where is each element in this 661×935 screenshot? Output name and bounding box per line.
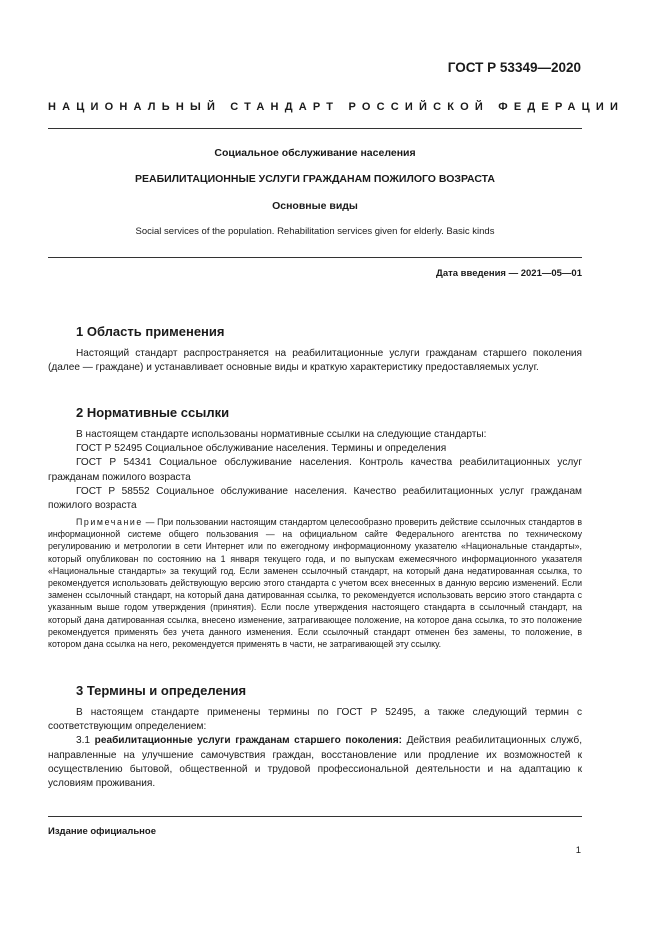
official-edition-label: Издание официальное <box>48 826 156 837</box>
section-3-body <box>48 706 582 791</box>
section-3-heading: 3 Термины и определения <box>76 683 247 698</box>
reference-item: ГОСТ Р 52495 Социальное обслуживание населения. Термины и определения <box>76 443 447 455</box>
section-2-heading: 2 Нормативные ссылки <box>76 405 230 420</box>
subtitle-basic-kinds: Основные виды <box>272 200 358 212</box>
section-3-intro: В настоящем стандарте применены термины по ГОСТ Р 52495, а также следующий термин с соответствующим определением: <box>48 707 582 733</box>
gost-number: ГОСТ Р 53349—2020 <box>447 60 581 75</box>
english-title: Social services of the population. Rehabilitation services given for elderly. Basic kinds <box>135 226 495 237</box>
national-standard-heading: НАЦИОНАЛЬНЫЙ СТАНДАРТ РОССИЙСКОЙ ФЕДЕРАЦИИ <box>48 101 625 113</box>
section-1-heading: 1 Область применения <box>76 324 225 339</box>
header-divider <box>48 128 582 129</box>
section-2-intro: В настоящем стандарте использованы нормативные ссылки на следующие стандарты: <box>76 429 487 440</box>
document-title: РЕАБИЛИТАЦИОННЫЕ УСЛУГИ ГРАЖДАНАМ ПОЖИЛОГО ВОЗРАСТА <box>134 173 496 185</box>
section-2-note <box>48 516 582 650</box>
reference-item: ГОСТ Р 54341 Социальное обслуживание населения. Контроль качества реабилитационных услуг гражданам пожилого возраста <box>48 457 582 483</box>
term-name: реабилитационные услуги гражданам старшего поколения: <box>94 735 402 747</box>
section-2-body <box>48 428 582 513</box>
title-divider <box>48 257 582 258</box>
note-label: Примечание <box>76 517 143 527</box>
footer-divider <box>48 816 582 817</box>
term-definition-text: Действия реабилитационных служб, направленные на улучшение самочувствия граждан, восстановление или продление их возможностей к осуществлению бытовой, общественной и трудовой профессиональной деятельности и на адаптацию к условиям проживания. <box>48 735 583 790</box>
section-1-body <box>48 347 582 375</box>
introduction-date: Дата введения — 2021—05—01 <box>436 268 582 279</box>
note-text: — При пользовании настоящим стандартом целесообразно проверить действие ссылочных стандартов в информационной системе общего пользования — на официальном сайте Федерального агентства по техническому регулированию и метрологии в сети Интернет или по ежегодному информационному указателю «Национальные стандарты», который опубликован по состоянию на 1 января текущего года, и по выпускам ежемесячного информационного указателя «Национальные стандарты» за текущий год. Если заменен ссылочный стандарт, на который дана недатированная ссылка, то рекомендуется использовать действующую версию этого стандарта с учетом всех внесенных в данную версию изменений. Если заменен ссылочный стандарт, на который дана датированная ссылка, то рекомендуется использовать версию этого стандарта с указанным выше годом утверждения (принятия). Если после утверждения настоящего стандарта в ссылочный стандарт, на который дана датированная ссылка, внесено изменение, затрагивающее положение, на которое дана ссылка, то это положение рекомендуется применять без учета данного изменения. Если ссылочный стандарт отменен без замены, то положение, в котором дана ссылка на него, рекомендуется применять в части, не затрагивающей эту ссылку. <box>48 517 582 650</box>
subtitle-social-services: Социальное обслуживание населения <box>214 147 416 159</box>
term-number: 3.1 <box>76 735 95 747</box>
section-1-paragraph: Настоящий стандарт распространяется на реабилитационные услуги гражданам старшего поколения (далее — граждане) и устанавливает основные виды и краткую характеристику предоставляемых услуг. <box>48 348 582 374</box>
term-definition <box>48 734 582 791</box>
page-number: 1 <box>575 845 581 856</box>
reference-item: ГОСТ Р 58552 Социальное обслуживание населения. Качество реабилитационных услуг гражданам пожилого возраста <box>48 485 582 512</box>
